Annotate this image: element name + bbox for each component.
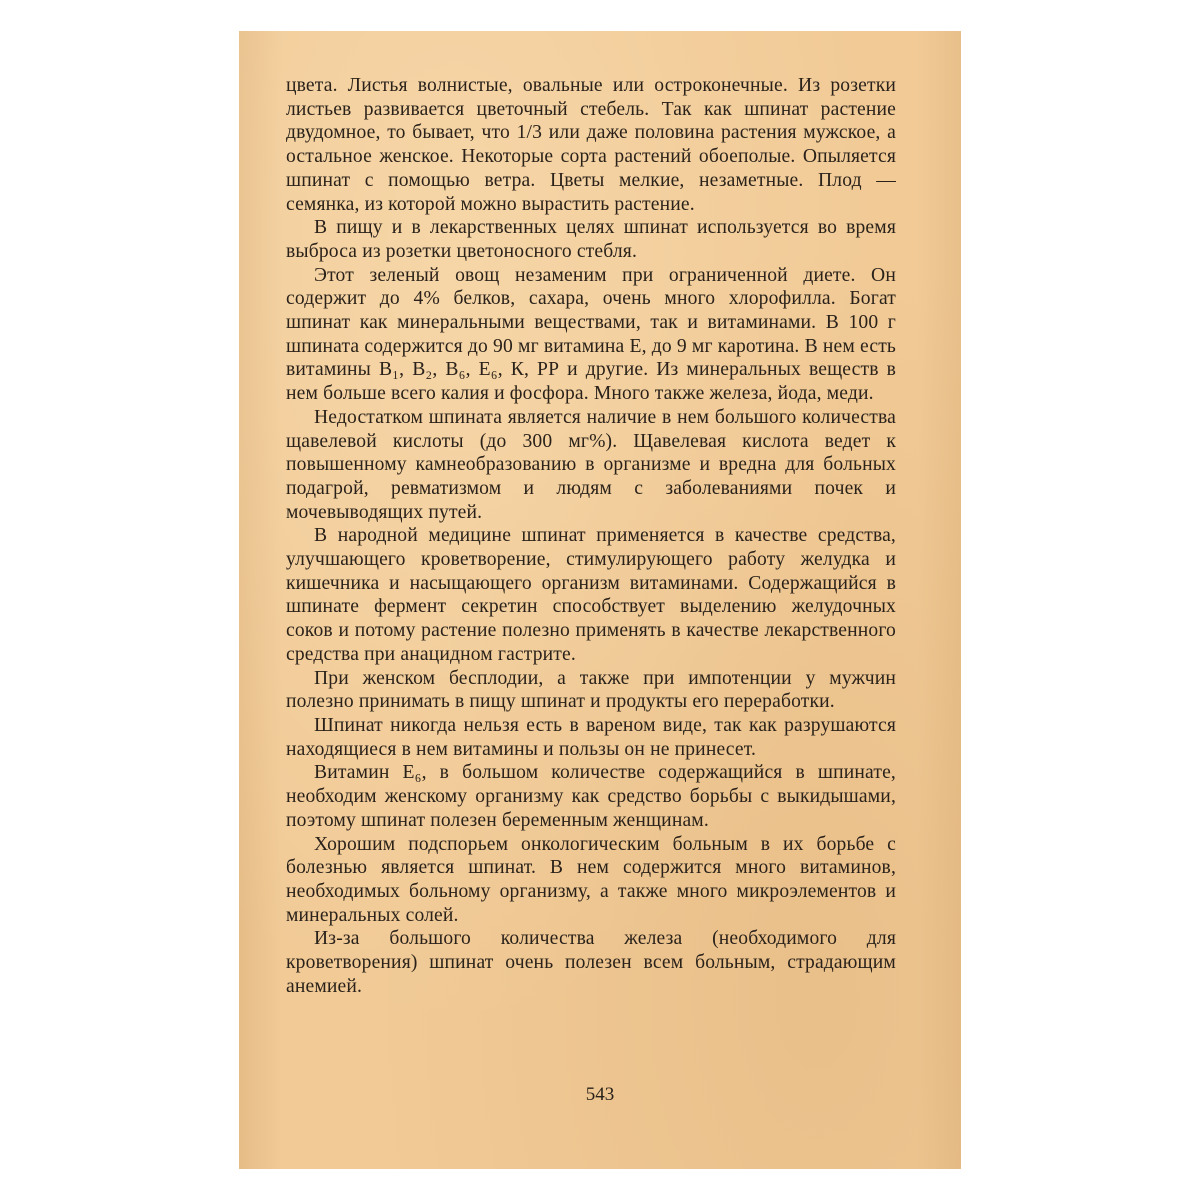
paragraph: Шпинат никогда нельзя есть в вареном виде, так как разрушаются находящиеся в нем витамины и пользы он не принесет. bbox=[286, 714, 896, 760]
page-number: 543 bbox=[585, 1084, 615, 1105]
paragraph: Хорошим подспорьем онкологическим больным в их борьбе с болезнью является шпинат. В нем содержится много витаминов, необходимых больному организму, а также много микроэлементов и минеральных солей. bbox=[286, 833, 896, 926]
paragraph: В пищу и в лекарственных целях шпинат используется во время выброса из розетки цветоносного стебля. bbox=[286, 217, 896, 262]
paragraph: Из-за большого количества железа (необходимого для кроветворения) шпинат очень полезен всем больным, страдающим анемией. bbox=[286, 928, 896, 997]
paragraph: Этот зеленый овощ незаменим при ограниченной диете. Он содержит до 4% белков, сахара, очень много хлорофилла. Богат шпинат как минеральными веществами, так и витаминами. В 100 г шпината содержится до 90 мг витамина Е, до 9 мг каротина. В нем есть витамины В₁, В₂, В₆, Е₆, К, РР и другие. Из минеральных веществ в нем больше всего калия и фосфора. Много также железа, йода, меди. bbox=[286, 264, 896, 405]
paragraph: Витамин Е₆, в большом количестве содержащийся в шпинате, необходим женскому организму как средство борьбы с выкидышами, поэтому шпинат полезен беременным женщинам. bbox=[286, 762, 896, 831]
page-body bbox=[286, 74, 896, 998]
book-page bbox=[239, 31, 961, 1169]
paragraph: Недостатком шпината является наличие в нем большого количества щавелевой кислоты (до 300 мг%). Щавелевая кислота ведет к повышенному камнеобразованию в организме и вредна для больных подагрой, ревматизмом и людям с заболеваниями почек и мочевыводящих путей. bbox=[286, 406, 896, 523]
paragraph: В народной медицине шпинат применяется в качестве средства, улучшающего кроветворение, стимулирующего работу желудка и кишечника и насыщающего организм витаминами. Содержащийся в шпинате фермент секретин способствует выделению желудочных соков и потому растение полезно применять в качестве лекарственного средства при анацидном гастрите. bbox=[286, 525, 896, 665]
paragraph: цвета. Листья волнистые, овальные или остроконечные. Из розетки листьев развивается цветочный стебель. Так как шпинат растение двудомное, то бывает, что 1/3 или даже половина растения мужское, а остальное женское. Некоторые сорта растений обоеполые. Опыляется шпинат с помощью ветра. Цветы мелкие, незаметные. Плод — семянка, из которой можно вырастить растение. bbox=[286, 75, 896, 215]
paragraph: При женском бесплодии, а также при импотенции у мужчин полезно принимать в пищу шпинат и продукты его переработки. bbox=[286, 667, 896, 713]
